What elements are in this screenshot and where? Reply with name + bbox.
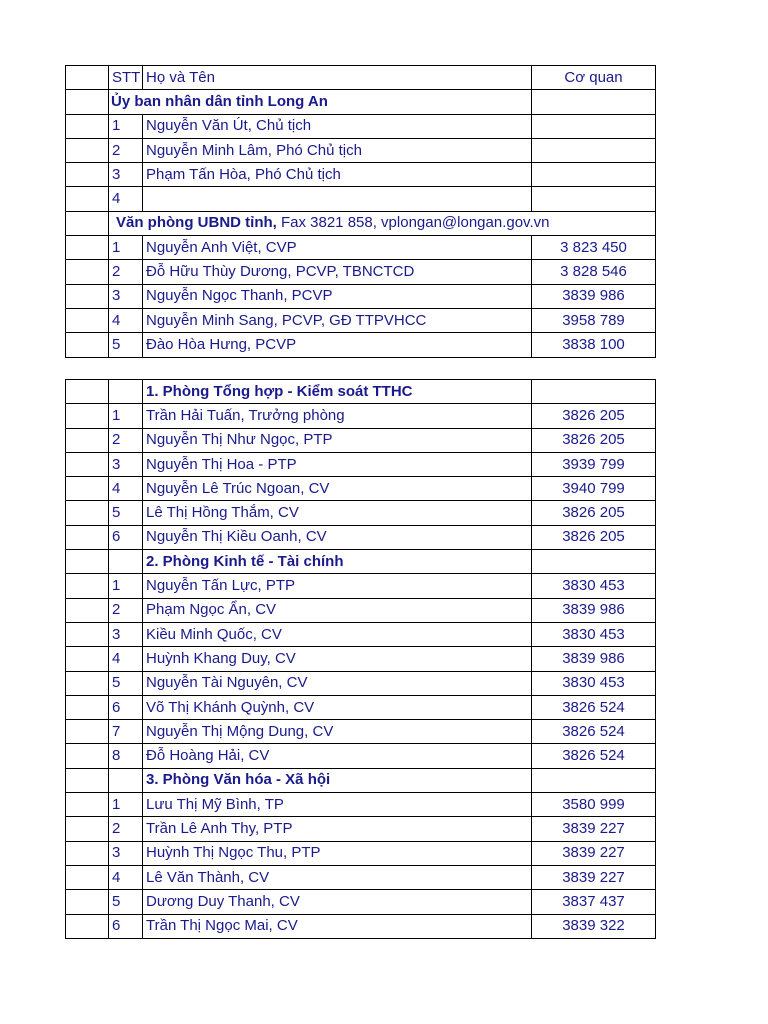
row-stt: 3 (109, 841, 143, 865)
row-name: Nguyễn Lê Trúc Ngoan, CV (143, 477, 532, 501)
row-phone: 3580 999 (532, 793, 656, 817)
table-row (66, 744, 656, 768)
blank-cell (66, 501, 109, 525)
row-phone: 3 823 450 (532, 236, 656, 260)
table-row (66, 647, 656, 671)
row-stt: 8 (109, 744, 143, 768)
row-phone (532, 163, 656, 187)
row-phone: 3837 437 (532, 890, 656, 914)
row-stt: 5 (109, 671, 143, 695)
blank-cell (66, 622, 109, 646)
row-phone: 3826 205 (532, 501, 656, 525)
row-name: Lê Văn Thành, CV (143, 865, 532, 889)
contact-table-ubnd (65, 65, 656, 358)
row-phone: 3839 227 (532, 817, 656, 841)
table-row (66, 865, 656, 889)
blank-cell (66, 525, 109, 549)
blank-cell (66, 720, 109, 744)
row-name: Nguyễn Thị Hoa - PTP (143, 452, 532, 476)
blank-cell (66, 187, 109, 211)
blank-cell (66, 236, 109, 260)
row-name: Nguyễn Thị Kiều Oanh, CV (143, 525, 532, 549)
office-row (66, 284, 656, 308)
office-title-cell (109, 211, 656, 235)
row-name: Kiều Minh Quốc, CV (143, 622, 532, 646)
blank-cell (66, 768, 109, 792)
blank-cell (66, 138, 109, 162)
table-row (66, 598, 656, 622)
office-row (66, 308, 656, 332)
row-stt: 1 (109, 404, 143, 428)
row-name: Nguyễn Minh Lâm, Phó Chủ tịch (143, 138, 532, 162)
row-stt: 2 (109, 428, 143, 452)
row-phone: 3839 227 (532, 841, 656, 865)
row-name: Dương Duy Thanh, CV (143, 890, 532, 914)
row-name: Lưu Thị Mỹ Bình, TP (143, 793, 532, 817)
row-phone: 3839 986 (532, 647, 656, 671)
office-contact: Fax 3821 858, vplongan@longan.gov.vn (276, 214, 550, 232)
leader-row (66, 187, 656, 211)
row-phone: 3830 453 (532, 671, 656, 695)
row-phone: 3826 205 (532, 428, 656, 452)
table-row (66, 841, 656, 865)
table-row (66, 477, 656, 501)
row-phone: 3939 799 (532, 452, 656, 476)
blank-cell (66, 114, 109, 138)
blank-cell (66, 477, 109, 501)
row-name: Đào Hòa Hưng, PCVP (143, 333, 532, 357)
row-phone: 3958 789 (532, 308, 656, 332)
department-title: 3. Phòng Văn hóa - Xã hội (143, 768, 532, 792)
department-title: 2. Phòng Kinh tế - Tài chính (143, 550, 532, 574)
blank-cell (66, 333, 109, 357)
row-stt: 5 (109, 890, 143, 914)
blank-cell (109, 768, 143, 792)
row-stt: 4 (109, 647, 143, 671)
table-row (66, 671, 656, 695)
row-stt: 2 (109, 260, 143, 284)
row-stt: 4 (109, 865, 143, 889)
row-phone: 3839 322 (532, 914, 656, 938)
office-row (66, 260, 656, 284)
row-stt: 6 (109, 695, 143, 719)
row-phone: 3839 227 (532, 865, 656, 889)
leader-row (66, 114, 656, 138)
row-stt: 7 (109, 720, 143, 744)
row-phone: 3826 205 (532, 525, 656, 549)
row-stt: 3 (109, 452, 143, 476)
row-stt: 1 (109, 114, 143, 138)
blank-cell (66, 163, 109, 187)
row-stt: 6 (109, 525, 143, 549)
row-name: Võ Thị Khánh Quỳnh, CV (143, 695, 532, 719)
blank-cell (532, 380, 656, 404)
department-title: 1. Phòng Tổng hợp - Kiểm soát TTHC (143, 380, 532, 404)
row-name: Đỗ Hoàng Hải, CV (143, 744, 532, 768)
row-phone: 3839 986 (532, 598, 656, 622)
section-title-ubnd: Ủy ban nhân dân tỉnh Long An (109, 90, 532, 114)
table-row (66, 404, 656, 428)
row-name: Nguyễn Tấn Lực, PTP (143, 574, 532, 598)
row-stt: 2 (109, 817, 143, 841)
office-row (66, 236, 656, 260)
header-name: Họ và Tên (143, 66, 532, 90)
blank-cell (532, 90, 656, 114)
row-phone: 3830 453 (532, 622, 656, 646)
row-name: Nguyễn Thị Mộng Dung, CV (143, 720, 532, 744)
row-phone (532, 114, 656, 138)
row-phone (532, 187, 656, 211)
office-row (66, 333, 656, 357)
blank-cell (66, 428, 109, 452)
leader-row (66, 138, 656, 162)
department-title-row (66, 768, 656, 792)
row-stt: 4 (109, 308, 143, 332)
row-phone: 3838 100 (532, 333, 656, 357)
row-name: Nguyễn Anh Việt, CVP (143, 236, 532, 260)
header-stt: STT (109, 66, 143, 90)
row-stt: 1 (109, 236, 143, 260)
table-row (66, 574, 656, 598)
row-phone: 3940 799 (532, 477, 656, 501)
blank-cell (66, 647, 109, 671)
header-row (66, 66, 656, 90)
row-name: Nguyễn Minh Sang, PCVP, GĐ TTPVHCC (143, 308, 532, 332)
row-phone: 3826 524 (532, 744, 656, 768)
table-row (66, 525, 656, 549)
row-name: Lê Thị Hồng Thắm, CV (143, 501, 532, 525)
row-phone: 3826 205 (532, 404, 656, 428)
section-title-row (66, 90, 656, 114)
blank-cell (66, 66, 109, 90)
row-phone: 3826 524 (532, 695, 656, 719)
row-stt: 2 (109, 598, 143, 622)
header-agency: Cơ quan (532, 66, 656, 90)
department-title-row (66, 380, 656, 404)
contact-table-departments (65, 379, 656, 939)
row-phone: 3830 453 (532, 574, 656, 598)
table-row (66, 622, 656, 646)
row-name: Phạm Tấn Hòa, Phó Chủ tịch (143, 163, 532, 187)
row-name: Trần Thị Ngọc Mai, CV (143, 914, 532, 938)
blank-cell (66, 817, 109, 841)
table-row (66, 793, 656, 817)
blank-cell (532, 550, 656, 574)
blank-cell (66, 550, 109, 574)
leader-row (66, 163, 656, 187)
row-stt: 4 (109, 477, 143, 501)
row-name: Nguyễn Ngọc Thanh, PCVP (143, 284, 532, 308)
row-name: Nguyễn Văn Út, Chủ tịch (143, 114, 532, 138)
row-name: Huỳnh Thị Ngọc Thu, PTP (143, 841, 532, 865)
row-phone (532, 138, 656, 162)
blank-cell (66, 890, 109, 914)
blank-cell (66, 284, 109, 308)
blank-cell (66, 308, 109, 332)
blank-cell (66, 90, 109, 114)
row-stt: 3 (109, 163, 143, 187)
table-row (66, 501, 656, 525)
table-row (66, 914, 656, 938)
row-phone: 3839 986 (532, 284, 656, 308)
blank-cell (109, 550, 143, 574)
row-name: Nguyễn Thị Như Ngọc, PTP (143, 428, 532, 452)
blank-cell (66, 598, 109, 622)
table-row (66, 890, 656, 914)
row-name: Đỗ Hữu Thùy Dương, PCVP, TBNCTCD (143, 260, 532, 284)
row-stt: 6 (109, 914, 143, 938)
blank-cell (66, 574, 109, 598)
row-name: Trần Hải Tuấn, Trưởng phòng (143, 404, 532, 428)
row-name (143, 187, 532, 211)
row-stt: 5 (109, 501, 143, 525)
table-row (66, 428, 656, 452)
blank-cell (66, 914, 109, 938)
row-stt: 1 (109, 793, 143, 817)
row-stt: 5 (109, 333, 143, 357)
table-row (66, 452, 656, 476)
office-title-row (66, 211, 656, 235)
table-row (66, 720, 656, 744)
table-row (66, 817, 656, 841)
blank-cell (532, 768, 656, 792)
row-name: Phạm Ngọc Ẩn, CV (143, 598, 532, 622)
blank-cell (66, 793, 109, 817)
row-phone: 3 828 546 (532, 260, 656, 284)
blank-cell (66, 865, 109, 889)
table-row (66, 695, 656, 719)
row-stt: 4 (109, 187, 143, 211)
blank-cell (66, 260, 109, 284)
blank-cell (66, 404, 109, 428)
blank-cell (66, 671, 109, 695)
row-phone: 3826 524 (532, 720, 656, 744)
row-stt: 2 (109, 138, 143, 162)
office-title: Văn phòng UBND tỉnh, (116, 214, 277, 232)
row-name: Nguyễn Tài Nguyên, CV (143, 671, 532, 695)
blank-cell (66, 452, 109, 476)
row-stt: 1 (109, 574, 143, 598)
row-stt: 3 (109, 284, 143, 308)
blank-cell (109, 380, 143, 404)
row-name: Trần Lê Anh Thy, PTP (143, 817, 532, 841)
row-name: Huỳnh Khang Duy, CV (143, 647, 532, 671)
blank-cell (66, 211, 109, 235)
row-stt: 3 (109, 622, 143, 646)
blank-cell (66, 380, 109, 404)
blank-cell (66, 841, 109, 865)
department-title-row (66, 550, 656, 574)
blank-cell (66, 744, 109, 768)
blank-cell (66, 695, 109, 719)
